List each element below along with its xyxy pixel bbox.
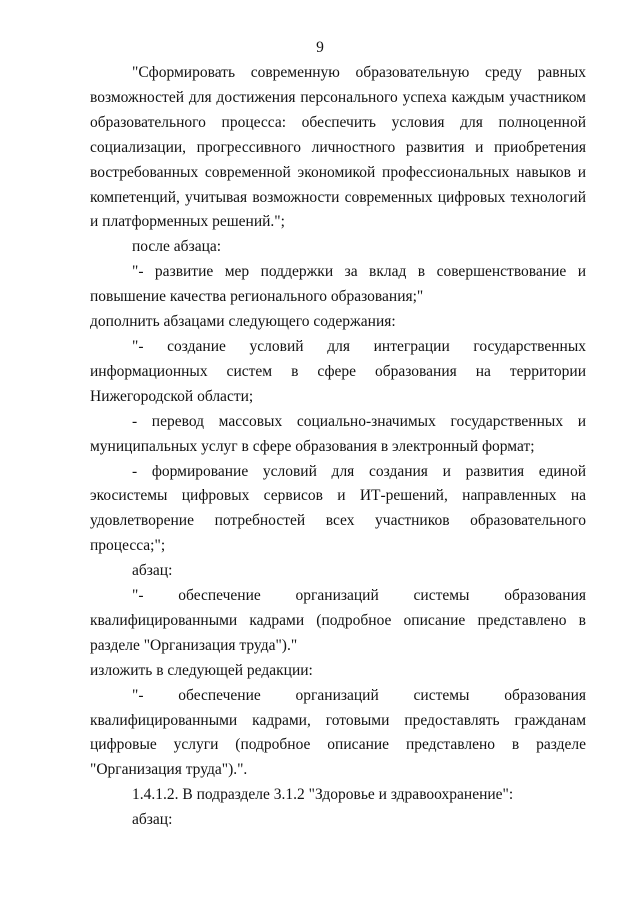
paragraph-clause-label-final: абзац: (132, 811, 173, 829)
paragraph-supplement-clause: дополнить абзацами следующего содержания: (90, 313, 396, 331)
paragraph-staffing-new: "- обеспечение организаций системы образования квалифицированными кадрами, готовыми предоставлять гражданам цифровые услуги (подробное описание представлено в разделе "Организация труда").". (90, 686, 586, 779)
paragraph-staffing-old: "- обеспечение организаций системы образования квалифицированными кадрами (подробное описание представлено в разделе "Организация труда")." (90, 587, 586, 654)
document-body (90, 61, 586, 833)
paragraph-clause-label: абзац: (132, 562, 173, 580)
paragraph-restate-clause: изложить в следующей редакции: (90, 661, 313, 679)
paragraph-quoted-goal: "Сформировать современную образовательную среду равных возможностей для достижения персонального успеха каждым участником образовательного процесса: обеспечить условия для полноценной социализации, прогрессивного личностного развития и приобретения востребованных современной экономикой профессиональных навыков и компетенций, учитывая возможности современных цифровых технологий и платформенных решений."; (90, 64, 586, 231)
paragraph-subsection-health: 1.4.1.2. В подразделе 3.1.2 "Здоровье и здравоохранение": (132, 786, 514, 804)
paragraph-support-measures: "- развитие мер поддержки за вклад в совершенствование и повышение качества регионального образования;" (90, 263, 586, 306)
page-number: 9 (316, 39, 324, 56)
paragraph-integration: "- создание условий для интеграции государственных информационных систем в сфере образования на территории Нижегородской области; (90, 337, 586, 405)
paragraph-ecosystem: - формирование условий для создания и развития единой экосистемы цифровых сервисов и ИТ-решений, направленных на удовлетворение потребностей всех участников образовательного процесса;"; (90, 462, 586, 555)
paragraph-electronic-services: - перевод массовых социально-значимых государственных и муниципальных услуг в сфере образования в электронный формат; (90, 412, 586, 455)
paragraph-after-clause: после абзаца: (132, 238, 222, 256)
